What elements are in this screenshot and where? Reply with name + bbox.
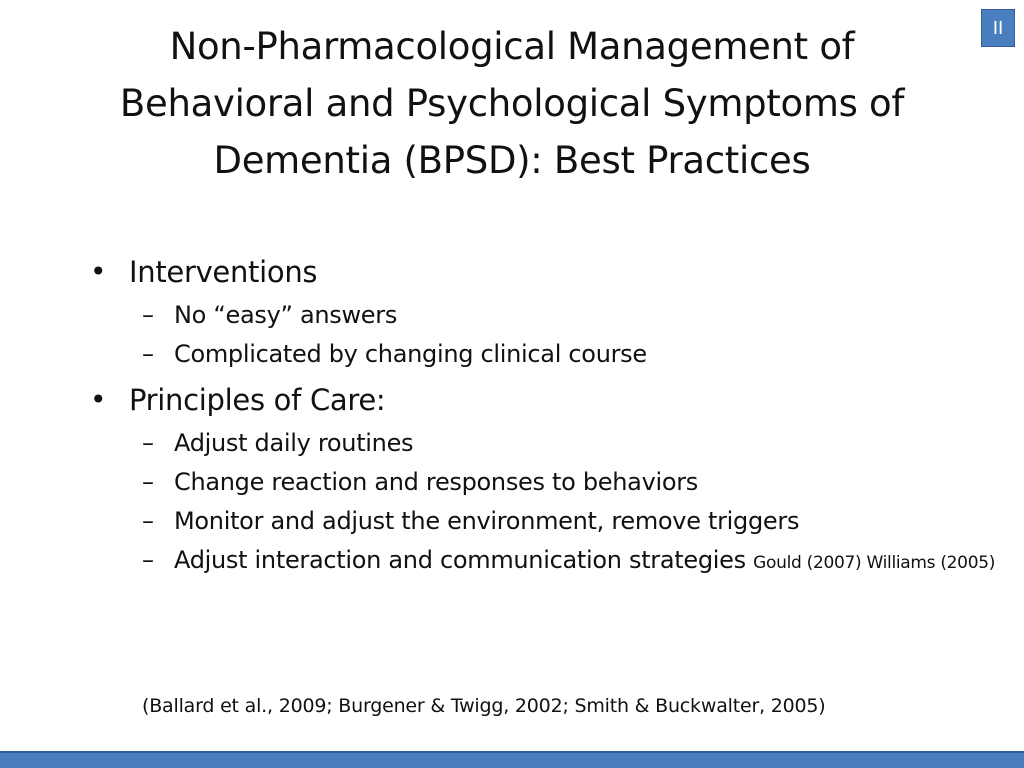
sub-item <box>90 428 1000 458</box>
bullet-interventions <box>90 250 1000 294</box>
bullet-icon: • <box>90 383 107 416</box>
dash-icon: – <box>142 468 154 496</box>
sub-item <box>90 467 1000 497</box>
slide-title <box>80 18 944 189</box>
sub-item-label: Monitor and adjust the environment, remove triggers <box>174 507 800 535</box>
sub-list-interventions <box>90 300 1000 369</box>
footer-bar <box>0 751 1024 768</box>
sub-item-label: No “easy” answers <box>174 301 398 329</box>
sub-item <box>90 339 1000 369</box>
dash-icon: – <box>142 507 154 535</box>
bullet-list <box>90 250 1000 587</box>
sub-item <box>90 506 1000 536</box>
title-line-1: Non-Pharmacological Management of <box>169 25 855 68</box>
sub-list-principles <box>90 428 1000 578</box>
sub-item-label: Change reaction and responses to behaviors <box>174 468 699 496</box>
sub-item-label: Complicated by changing clinical course <box>174 340 647 368</box>
bullet-principles-of-care <box>90 378 1000 422</box>
bullet-icon: • <box>90 255 107 288</box>
title-line-2: Behavioral and Psychological Symptoms of <box>119 82 905 125</box>
sub-item-label: Adjust daily routines <box>174 429 414 457</box>
inline-citation: Gould (2007) Williams (2005) <box>753 553 996 573</box>
bullet-label: Principles of Care: <box>129 383 386 417</box>
dash-icon: – <box>142 546 154 574</box>
section-badge: II <box>981 9 1015 47</box>
references-footnote: (Ballard et al., 2009; Burgener & Twigg, 2002; Smith & Buckwalter, 2005) <box>142 695 826 717</box>
sub-item-label: Adjust interaction and communication strategies <box>174 546 746 574</box>
dash-icon: – <box>142 301 154 329</box>
sub-item <box>90 545 1000 578</box>
title-line-3: Dementia (BPSD): Best Practices <box>213 139 811 182</box>
dash-icon: – <box>142 340 154 368</box>
sub-item <box>90 300 1000 330</box>
bullet-label: Interventions <box>129 255 318 289</box>
dash-icon: – <box>142 429 154 457</box>
